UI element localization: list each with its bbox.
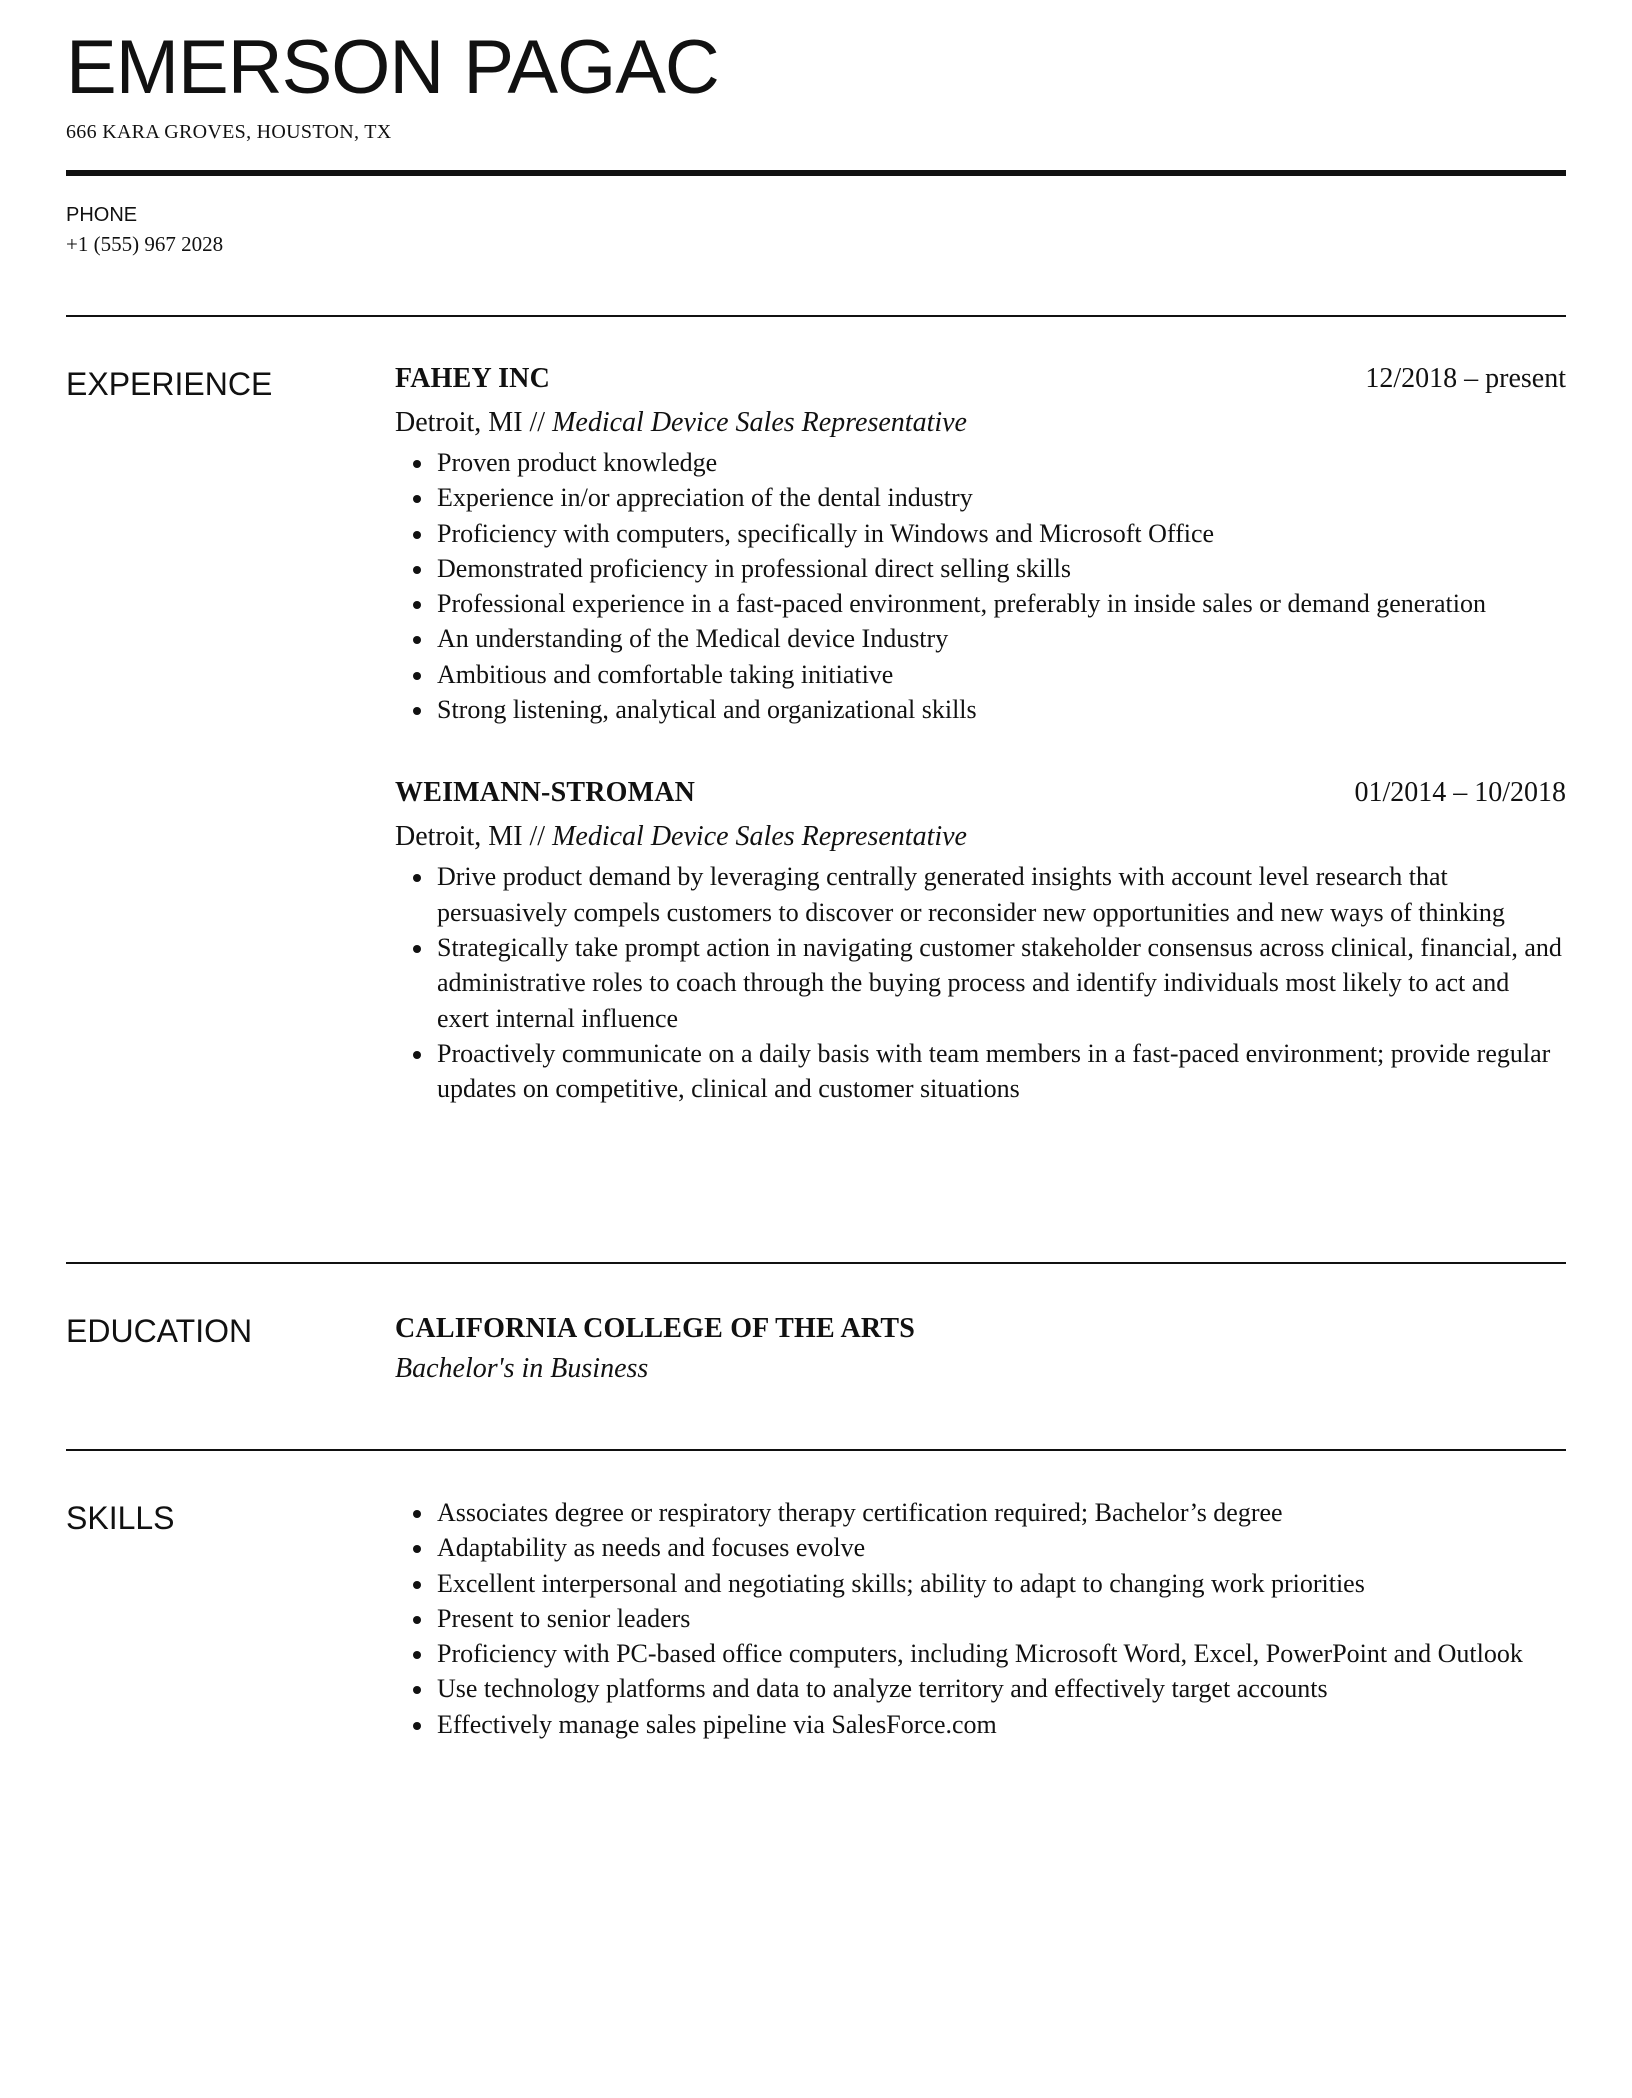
skill-item: Use technology platforms and data to analyze territory and effectively target accounts (395, 1671, 1566, 1706)
separator: // (529, 407, 546, 438)
job-dates: 12/2018 – present (1365, 363, 1566, 394)
job-location: Detroit, MI (395, 407, 523, 438)
skill-item: Present to senior leaders (395, 1601, 1566, 1636)
job-location: Detroit, MI (395, 821, 523, 853)
job-role: Medical Device Sales Representative (552, 407, 967, 438)
bullet-item: Demonstrated proficiency in professional direct selling skills (395, 551, 1566, 586)
skill-item: Effectively manage sales pipeline via SalesForce.com (395, 1707, 1566, 1742)
degree: Bachelor's in Business (395, 1353, 649, 1384)
address: 666 KARA GROVES, HOUSTON, TX (66, 121, 392, 143)
bullet-item: Strong listening, analytical and organizational skills (395, 692, 1566, 727)
experience-section (395, 363, 1566, 1156)
bullet-item: Proven product knowledge (395, 445, 1566, 480)
skills-heading: SKILLS (66, 1500, 175, 1536)
phone-label: PHONE (66, 204, 138, 226)
skill-item: Proficiency with PC-based office computers, including Microsoft Word, Excel, PowerPoint and Outlook (395, 1636, 1566, 1671)
job-entry (395, 363, 1566, 727)
company-name: WEIMANN-STROMAN (395, 777, 696, 809)
skill-item: Associates degree or respiratory therapy certification required; Bachelor’s degree (395, 1495, 1566, 1530)
school-name: CALIFORNIA COLLEGE OF THE ARTS (395, 1313, 916, 1344)
section-divider (66, 1262, 1566, 1264)
job-location-role (395, 403, 1566, 443)
job-role: Medical Device Sales Representative (552, 821, 967, 853)
skill-item: Adaptability as needs and focuses evolve (395, 1530, 1566, 1565)
separator: // (529, 821, 546, 853)
education-heading: EDUCATION (66, 1313, 253, 1349)
bullet-item: Proactively communicate on a daily basis with team members in a fast-paced environment; provide regular updates on competitive, clinical and customer situations (395, 1036, 1566, 1107)
bullet-item: Professional experience in a fast-paced environment, preferably in inside sales or demand generation (395, 586, 1566, 621)
bullet-item: Ambitious and comfortable taking initiative (395, 657, 1566, 692)
skills-list (395, 1495, 1566, 1742)
skills-section (395, 1495, 1566, 1742)
bullet-item: Proficiency with computers, specifically in Windows and Microsoft Office (395, 516, 1566, 551)
bullet-item: Drive product demand by leveraging centrally generated insights with account level research that persuasively compels customers to discover or reconsider new opportunities and new ways of thinking (395, 859, 1566, 930)
job-bullets (395, 859, 1566, 1106)
phone-number: +1 (555) 967 2028 (66, 232, 224, 256)
section-divider (66, 1449, 1566, 1451)
job-location-role (395, 817, 1566, 857)
section-divider (66, 315, 1566, 317)
skill-item: Excellent interpersonal and negotiating skills; ability to adapt to changing work priorities (395, 1566, 1566, 1601)
company-name: FAHEY INC (395, 363, 551, 394)
bullet-item: Strategically take prompt action in navigating customer stakeholder consensus across clinical, financial, and administrative roles to coach through the buying process and identify individuals most likely to act and exert internal influence (395, 930, 1566, 1036)
candidate-name: EMERSON PAGAC (66, 25, 719, 110)
education-section (395, 1309, 1566, 1389)
bullet-item: Experience in/or appreciation of the dental industry (395, 480, 1566, 515)
job-entry (395, 777, 1566, 1106)
experience-heading: EXPERIENCE (66, 366, 273, 402)
header-divider (66, 170, 1566, 176)
job-dates: 01/2014 – 10/2018 (1354, 777, 1566, 809)
job-bullets (395, 445, 1566, 727)
bullet-item: An understanding of the Medical device Industry (395, 621, 1566, 656)
